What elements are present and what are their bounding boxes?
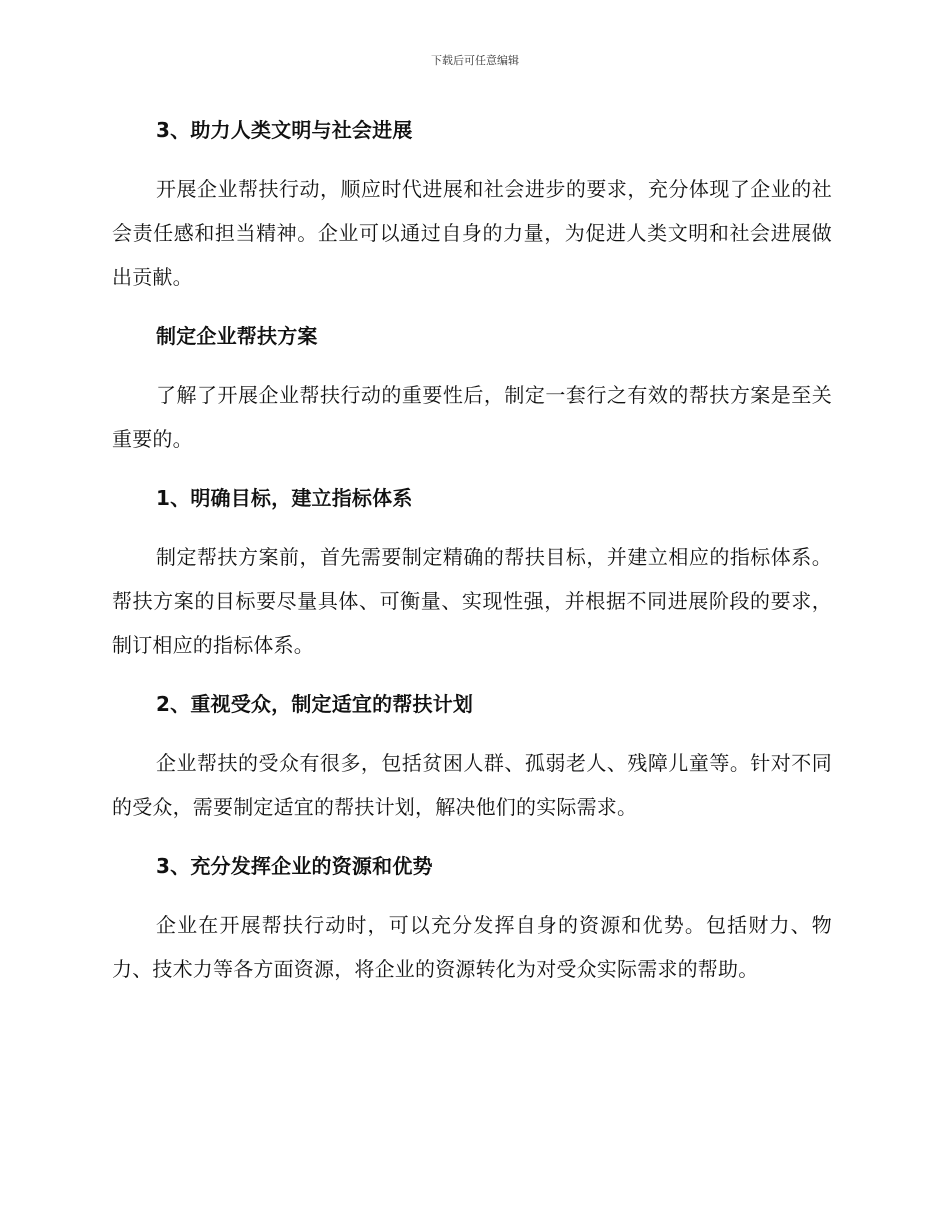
section-heading: 2、重视受众，制定适宜的帮扶计划 xyxy=(156,692,474,716)
section-heading: 制定企业帮扶方案 xyxy=(156,324,318,348)
section-heading: 3、充分发挥企业的资源和优势 xyxy=(156,854,433,878)
section-heading: 3、助力人类文明与社会进展 xyxy=(156,118,413,142)
body-paragraph: 企业在开展帮扶行动时，可以充分发挥自身的资源和优势。包括财力、物力、技术力等各方面资源，将企业的资源转化为对受众实际需求的帮助。 xyxy=(112,913,832,981)
page-header: 下载后可任意编辑 xyxy=(431,54,519,67)
section-heading: 1、明确目标，建立指标体系 xyxy=(156,486,413,510)
body-paragraph: 企业帮扶的受众有很多，包括贫困人群、孤弱老人、残障儿童等。针对不同的受众，需要制定适宜的帮扶计划，解决他们的实际需求。 xyxy=(112,751,832,819)
body-paragraph: 开展企业帮扶行动，顺应时代进展和社会进步的要求，充分体现了企业的社会责任感和担当精神。企业可以通过自身的力量，为促进人类文明和社会进展做出贡献。 xyxy=(112,177,832,289)
body-paragraph: 制定帮扶方案前，首先需要制定精确的帮扶目标，并建立相应的指标体系。帮扶方案的目标要尽量具体、可衡量、实现性强，并根据不同进展阶段的要求，制订相应的指标体系。 xyxy=(112,545,832,657)
document-body xyxy=(112,108,832,991)
body-paragraph: 了解了开展企业帮扶行动的重要性后，制定一套行之有效的帮扶方案是至关重要的。 xyxy=(112,383,832,451)
